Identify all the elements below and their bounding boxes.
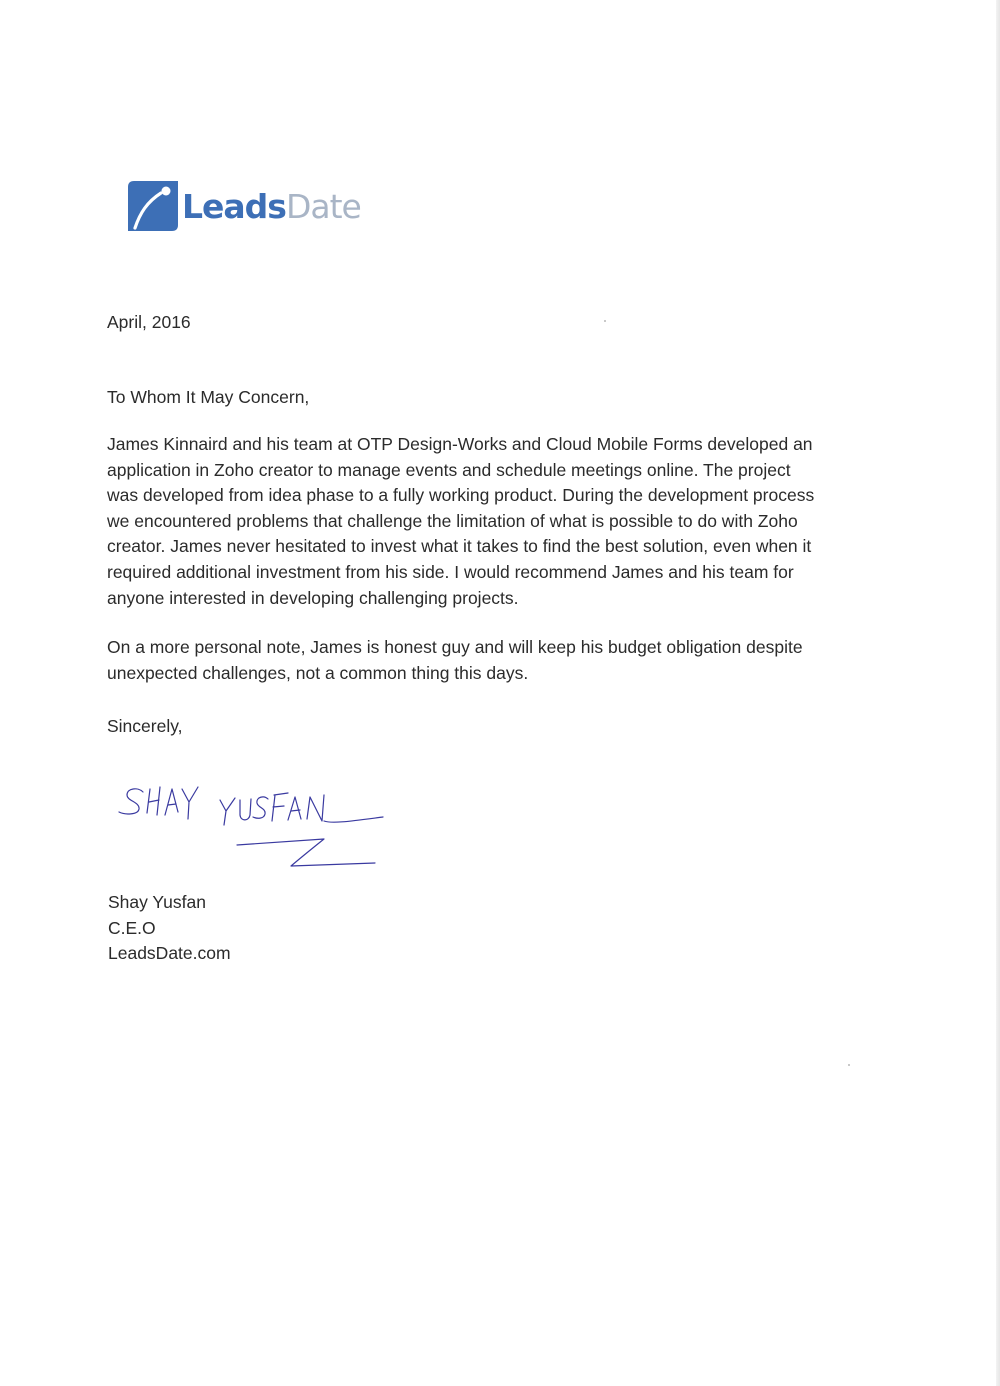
logo-wordmark-leads: Leads <box>182 186 286 226</box>
letter-closing: Sincerely, <box>107 716 183 736</box>
paragraph-line: was developed from idea phase to a fully working product. During the development process <box>107 485 815 506</box>
signer-block <box>108 890 231 967</box>
signer-name: Shay Yusfan <box>108 892 206 912</box>
logo-wordmark-date: Date <box>285 186 361 226</box>
letter-date: April, 2016 <box>107 312 191 332</box>
paragraph-line: creator. James never hesitated to invest what it takes to find the best solution, even when it <box>107 536 812 557</box>
paragraph-line: anyone interested in developing challenging projects. <box>107 587 519 608</box>
paragraph-line: required additional investment from his side. I would recommend James and his team for <box>107 561 794 582</box>
paragraph-line: unexpected challenges, not a common thing this days. <box>107 662 529 683</box>
leadsdate-logo-icon <box>128 181 178 231</box>
letter-paragraph-2 <box>107 635 803 686</box>
paragraph-line: we encountered problems that challenge the limitation of what is possible to do with Zoho <box>107 510 798 531</box>
company-logo <box>128 180 361 232</box>
paragraph-line: application in Zoho creator to manage events and schedule meetings online. The project <box>107 459 791 480</box>
letter-paragraph-1 <box>107 432 814 611</box>
signer-company: LeadsDate.com <box>108 943 231 963</box>
handwritten-signature <box>112 775 402 875</box>
scan-speck <box>848 1064 850 1066</box>
logo-wordmark <box>182 186 361 226</box>
signer-title: C.E.O <box>108 917 156 938</box>
scan-edge <box>996 0 1000 1386</box>
scan-speck <box>604 320 606 322</box>
letter-salutation: To Whom It May Concern, <box>107 387 310 407</box>
paragraph-line: On a more personal note, James is honest guy and will keep his budget obligation despite <box>107 637 803 657</box>
paragraph-line: James Kinnaird and his team at OTP Design-Works and Cloud Mobile Forms developed an <box>107 434 813 454</box>
